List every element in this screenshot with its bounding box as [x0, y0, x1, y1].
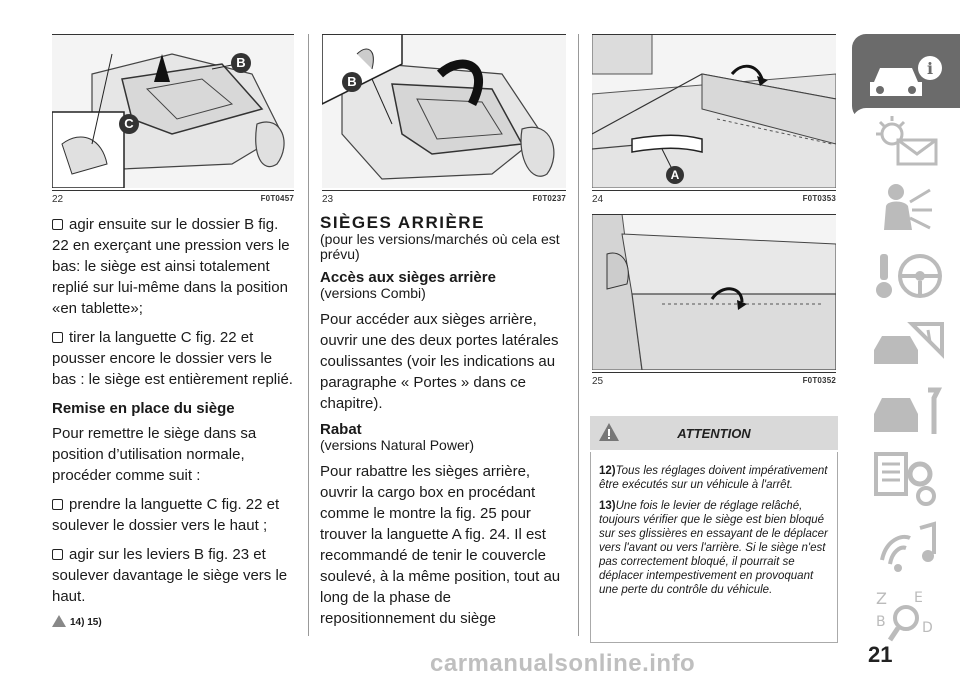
bullet-icon — [52, 549, 63, 560]
figure-22-rule — [52, 190, 294, 191]
figure-25-caption — [592, 376, 836, 387]
column-divider — [308, 34, 309, 636]
watermark: carmanualsonline.info — [430, 650, 696, 677]
callout-b: B — [231, 53, 251, 73]
page-number: 21 — [868, 642, 893, 667]
warning-item: 13)Une fois le levier de réglage relâché, toujours vérifier que le siège est bien bloqué sur ses glissières en essayant de le déplacer vers l'avant ou vers l'arrière. Si le siège n'est pas correctement bloqué, il pourrait se déplacer intempestivement en provoquant une perte du contrôle du véhicule. — [599, 500, 828, 596]
paragraph: Pour rabattre les sièges arrière, ouvrir la cargo box en procédant comme le montre la fig. 25 pour trouver la languette A fig. 24. Il est recommandé de tenir le couvercle soulevé, à la même position, tout au long de la phase de repositionnement du siège — [320, 463, 561, 627]
sidebar-tab-technical-data[interactable] — [852, 448, 960, 512]
figure-25-rule — [592, 372, 836, 373]
maintenance-icon — [868, 384, 946, 440]
svg-text:i: i — [926, 59, 934, 78]
figure-24-caption — [592, 194, 836, 205]
column-divider — [578, 34, 579, 636]
section-subtitle: (versions Combi) — [320, 285, 426, 301]
svg-text:E: E — [914, 590, 923, 606]
section-subtitle: (versions Natural Power) — [320, 437, 475, 453]
figure-number: 23 — [322, 194, 334, 205]
section-heading: Remise en place du siège — [52, 400, 235, 417]
emergency-icon — [868, 316, 946, 372]
technical-data-icon — [872, 450, 942, 510]
sidebar-tab-multimedia[interactable] — [852, 516, 960, 580]
warning-refs: 14) 15) — [52, 615, 296, 630]
warning-lights-icon — [872, 112, 942, 168]
svg-text:B: B — [876, 614, 886, 630]
figure-23-rule — [322, 34, 566, 35]
bullet-icon — [52, 332, 63, 343]
sidebar-tab-warning-lights[interactable] — [852, 108, 960, 172]
car-info-icon — [866, 52, 946, 102]
sidebar-tab-index[interactable] — [852, 584, 960, 648]
bullet-icon — [52, 219, 63, 230]
paragraph: Pour accéder aux sièges arrière, ouvrir une des deux portes latérales coulissantes (voir les indications au paragraphe « Portes » dans ce chapitre). — [320, 311, 559, 412]
figure-24-rule — [592, 34, 836, 35]
figure-23-caption — [322, 194, 566, 205]
section-heading: Rabat — [320, 421, 362, 438]
sidebar-tab-starting-driving[interactable] — [852, 244, 960, 308]
figure-23-rule — [322, 190, 566, 191]
safety-airbag-icon — [876, 180, 936, 236]
column-1 — [52, 214, 296, 638]
figure-code: F0T0237 — [532, 194, 566, 203]
callout-c: C — [119, 114, 139, 134]
figure-23 — [322, 34, 566, 188]
warning-title: ATTENTION — [677, 426, 751, 441]
page-section-title: SIÈGES ARRIÈRE — [320, 213, 485, 232]
paragraph: Pour remettre le siège dans sa position d’utilisation normale, procéder comme suit : — [52, 425, 257, 484]
list-item: agir sur les leviers B fig. 23 et soulever davantage le siège vers le haut. — [52, 546, 288, 605]
list-item: prendre la languette C fig. 22 et soulever le dossier vers le haut ; — [52, 496, 280, 534]
list-item: tirer la languette C fig. 22 et pousser encore le dossier vers le bas : le siège est entièrement replié. — [52, 329, 293, 388]
figure-22 — [52, 34, 294, 188]
figure-code: F0T0352 — [802, 376, 836, 385]
figure-24-rule — [592, 190, 836, 191]
svg-text:D: D — [922, 620, 933, 636]
figure-22-rule — [52, 34, 294, 35]
figure-22-caption — [52, 194, 294, 205]
figure-25 — [592, 214, 836, 370]
warning-box — [590, 452, 838, 643]
sidebar-tab-emergency[interactable] — [852, 312, 960, 376]
warning-header — [590, 416, 838, 450]
warning-triangle-icon — [52, 615, 66, 627]
column-2 — [320, 214, 568, 637]
svg-text:Z: Z — [876, 589, 887, 608]
callout-b: B — [342, 72, 362, 92]
index-icon — [872, 586, 942, 646]
figure-25-rule — [592, 214, 836, 215]
bullet-icon — [52, 499, 63, 510]
section-heading: Accès aux sièges arrière — [320, 269, 496, 286]
callout-a: A — [666, 166, 684, 184]
figure-code: F0T0457 — [260, 194, 294, 203]
list-item: agir ensuite sur le dossier B fig. 22 en exerçant une pression vers le bas: le siège est ainsi totalement replié sur lui-même dans la position «en tablette»; — [52, 216, 290, 317]
sidebar-tab-maintenance[interactable] — [852, 380, 960, 444]
section-subtitle: (pour les versions/marchés où cela est prévu) — [320, 231, 560, 262]
figure-number: 24 — [592, 194, 604, 205]
figure-code: F0T0353 — [802, 194, 836, 203]
figure-number: 25 — [592, 376, 604, 387]
sidebar-tab-safety[interactable] — [852, 176, 960, 240]
figure-24 — [592, 34, 836, 188]
figure-number: 22 — [52, 194, 64, 205]
multimedia-icon — [876, 520, 940, 576]
starting-driving-icon — [874, 248, 944, 304]
warning-item: 12)Tous les réglages doivent impérativement être exécutés sur un véhicule à l'arrêt. — [599, 465, 828, 491]
